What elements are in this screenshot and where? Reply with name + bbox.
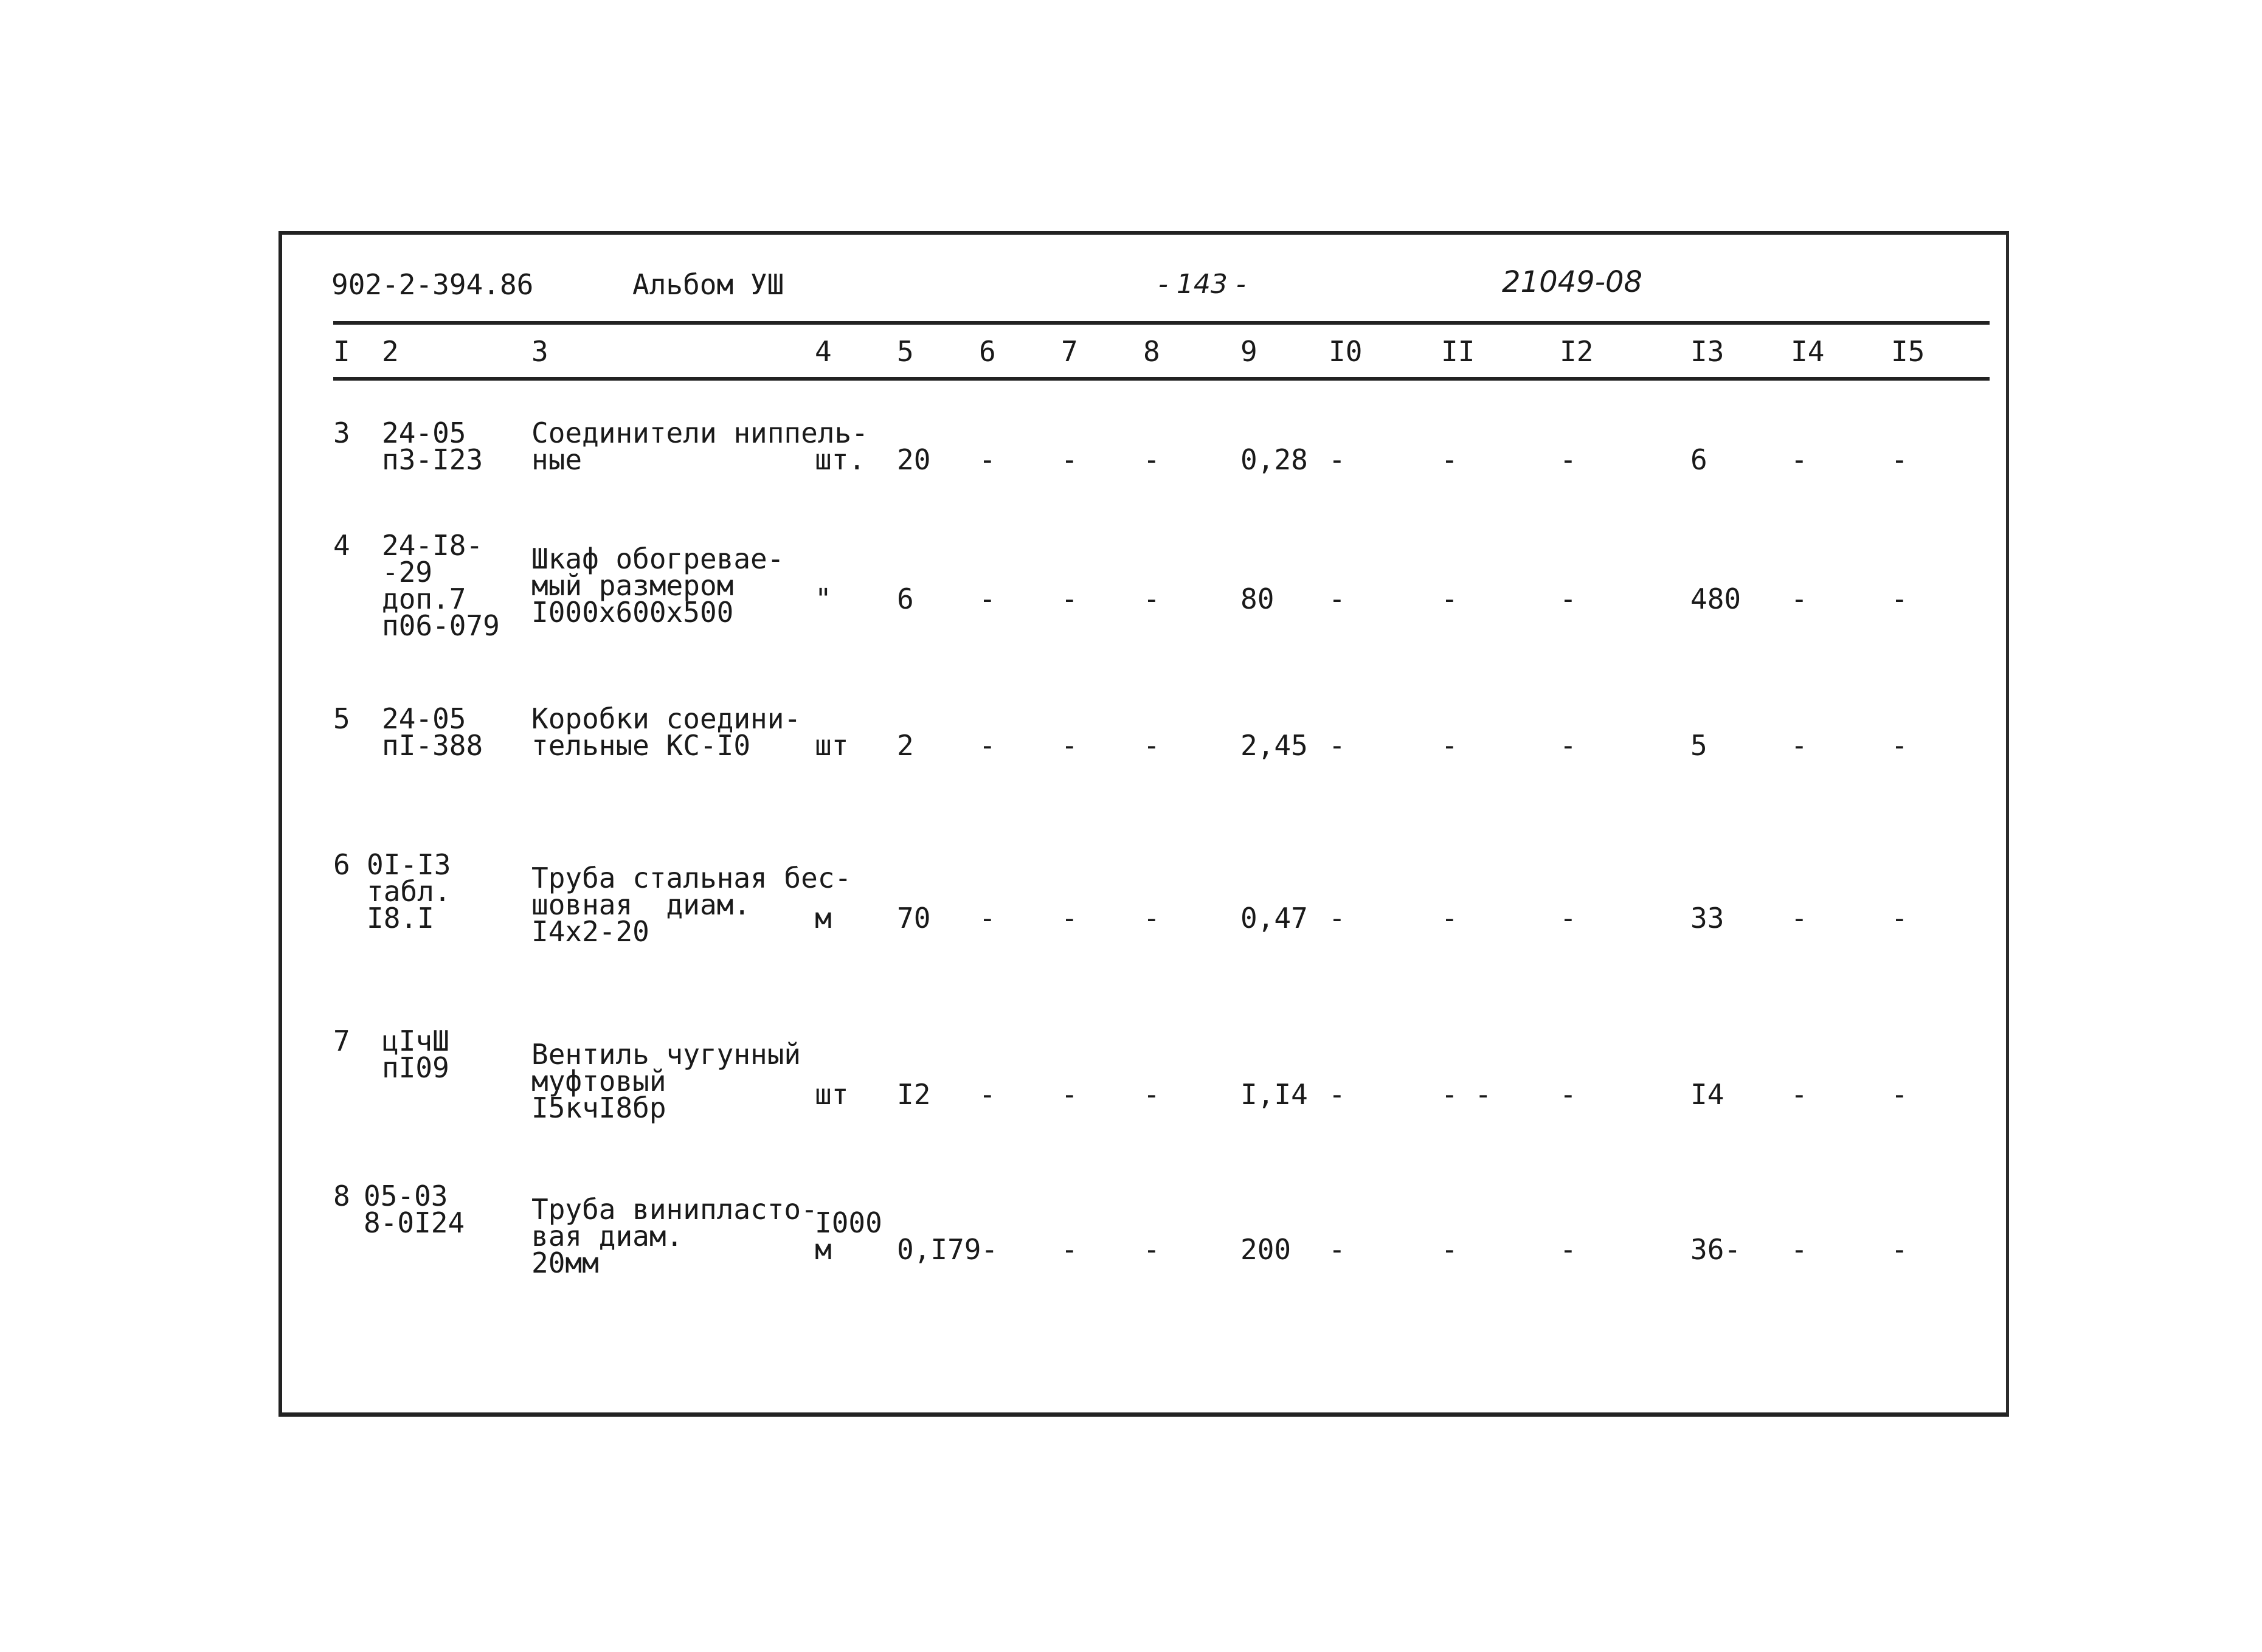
- row-number: 3: [333, 416, 350, 449]
- value-col-11: - -: [1441, 1078, 1492, 1111]
- value-col-7: -: [1061, 1233, 1078, 1266]
- reference-code: -29: [382, 556, 433, 589]
- reference-code: цIчШ: [382, 1025, 449, 1057]
- value-col-5: I2: [897, 1078, 931, 1111]
- column-number-10: I0: [1329, 335, 1363, 368]
- item-name: муфтовый: [531, 1065, 666, 1097]
- row-number: 4: [333, 529, 350, 562]
- unit: шт: [815, 1078, 849, 1111]
- reference-code: доп.7: [382, 582, 466, 615]
- row-number: 7: [333, 1025, 350, 1057]
- header-rule-bottom: [333, 377, 1990, 381]
- value-col-13: 480: [1690, 582, 1741, 615]
- item-name: Труба винипласто-: [531, 1193, 818, 1226]
- value-col-11: -: [1441, 443, 1458, 476]
- value-col-14: -: [1791, 729, 1808, 762]
- value-col-15: -: [1891, 1233, 1908, 1266]
- unit: I000: [815, 1206, 882, 1239]
- item-name: Труба стальная бес-: [531, 862, 852, 894]
- value-col-5: 6: [897, 582, 914, 615]
- value-col-14: -: [1791, 582, 1808, 615]
- item-name: ные: [531, 443, 583, 476]
- value-col-10: -: [1329, 1078, 1346, 1111]
- value-col-6: -: [979, 582, 996, 615]
- item-name: 20мм: [531, 1246, 599, 1279]
- value-col-7: -: [1061, 1078, 1078, 1111]
- reference-code: 05-03: [364, 1180, 448, 1212]
- value-col-6: -: [979, 443, 996, 476]
- item-name: I000x600x500: [531, 596, 734, 629]
- item-name: мый размером: [531, 569, 734, 602]
- reference-code: 0I-I3: [367, 848, 451, 881]
- item-name: Вентиль чугунный: [531, 1038, 801, 1071]
- value-col-10: -: [1329, 582, 1346, 615]
- item-name: I5кчI8бр: [531, 1091, 666, 1124]
- reference-code: пI-388: [382, 729, 483, 762]
- value-col-7: -: [1061, 443, 1078, 476]
- column-number-13: I3: [1690, 335, 1724, 368]
- unit: м: [815, 1233, 832, 1266]
- column-number-14: I4: [1791, 335, 1825, 368]
- row-number: 5: [333, 702, 350, 735]
- value-col-12: -: [1560, 1078, 1577, 1111]
- value-col-12: -: [1560, 902, 1577, 935]
- item-name: вая диам.: [531, 1220, 683, 1253]
- value-col-11: -: [1441, 902, 1458, 935]
- value-col-5: 2: [897, 729, 914, 762]
- reference-code: п3-I23: [382, 443, 483, 476]
- value-col-15: -: [1891, 729, 1908, 762]
- reference-code: 24-05: [382, 702, 466, 735]
- value-col-8: -: [1143, 443, 1160, 476]
- value-col-13: 36-: [1690, 1233, 1741, 1266]
- reference-code: 8-0I24: [364, 1206, 465, 1239]
- value-col-7: -: [1061, 902, 1078, 935]
- value-col-10: -: [1329, 1233, 1346, 1266]
- value-col-8: -: [1143, 902, 1160, 935]
- value-col-15: -: [1891, 443, 1908, 476]
- value-col-6: -: [979, 1078, 996, 1111]
- column-number-5: 5: [897, 335, 914, 368]
- column-number-11: II: [1441, 335, 1475, 368]
- item-name: Коробки соедини-: [531, 702, 801, 735]
- column-number-12: I2: [1560, 335, 1594, 368]
- item-name: тельные КС-I0: [531, 729, 751, 762]
- reference-code: 24-05: [382, 416, 466, 449]
- value-col-10: -: [1329, 729, 1346, 762]
- value-col-11: -: [1441, 1233, 1458, 1266]
- column-number-15: I5: [1891, 335, 1925, 368]
- value-col-5: 0,I79-: [897, 1233, 998, 1266]
- value-col-12: -: [1560, 729, 1577, 762]
- column-number-8: 8: [1143, 335, 1160, 368]
- value-col-10: -: [1329, 443, 1346, 476]
- column-number-4: 4: [815, 335, 832, 368]
- value-col-14: -: [1791, 1233, 1808, 1266]
- value-col-14: -: [1791, 902, 1808, 935]
- item-name: шовная диам.: [531, 888, 751, 921]
- item-name: I4x2-20: [531, 915, 649, 948]
- column-number-7: 7: [1061, 335, 1078, 368]
- value-col-8: -: [1143, 582, 1160, 615]
- value-col-9: 0,47: [1240, 902, 1308, 935]
- item-name: Соединители ниппель-: [531, 416, 868, 449]
- value-col-9: 0,28: [1240, 443, 1308, 476]
- value-col-13: I4: [1690, 1078, 1724, 1111]
- value-col-7: -: [1061, 582, 1078, 615]
- value-col-8: -: [1143, 729, 1160, 762]
- column-number-3: 3: [531, 335, 548, 368]
- page-number: - 143 -: [1158, 269, 1246, 300]
- value-col-6: -: [979, 729, 996, 762]
- column-number-6: 6: [979, 335, 996, 368]
- value-col-10: -: [1329, 902, 1346, 935]
- value-col-11: -: [1441, 729, 1458, 762]
- column-number-2: 2: [382, 335, 399, 368]
- value-col-14: -: [1791, 443, 1808, 476]
- value-col-7: -: [1061, 729, 1078, 762]
- value-col-15: -: [1891, 902, 1908, 935]
- value-col-6: -: [979, 902, 996, 935]
- reference-code: I8.I: [367, 902, 434, 935]
- reference-code: табл.: [367, 875, 451, 908]
- value-col-14: -: [1791, 1078, 1808, 1111]
- unit: шт: [815, 729, 849, 762]
- album-label: Альбом УШ: [632, 268, 784, 301]
- value-col-15: -: [1891, 1078, 1908, 1111]
- unit: ": [815, 582, 832, 615]
- header-rule-top: [333, 321, 1990, 325]
- value-col-9: 2,45: [1240, 729, 1308, 762]
- value-col-13: 33: [1690, 902, 1724, 935]
- column-number-9: 9: [1240, 335, 1257, 368]
- item-name: Шкаф обогревае-: [531, 542, 784, 575]
- value-col-9: 200: [1240, 1233, 1292, 1266]
- value-col-11: -: [1441, 582, 1458, 615]
- unit: м: [815, 902, 832, 935]
- doc-code: 902-2-394.86: [331, 268, 534, 301]
- reference-code: п06-079: [382, 609, 500, 642]
- value-col-12: -: [1560, 443, 1577, 476]
- value-col-8: -: [1143, 1078, 1160, 1111]
- value-col-9: I,I4: [1240, 1078, 1308, 1111]
- value-col-9: 80: [1240, 582, 1275, 615]
- row-number: 8: [333, 1180, 350, 1212]
- inventory-number: 21049-08: [1502, 265, 1643, 299]
- value-col-13: 6: [1690, 443, 1707, 476]
- reference-code: 24-I8-: [382, 529, 483, 562]
- value-col-12: -: [1560, 1233, 1577, 1266]
- value-col-5: 20: [897, 443, 931, 476]
- reference-code: пI09: [382, 1051, 449, 1084]
- value-col-8: -: [1143, 1233, 1160, 1266]
- value-col-5: 70: [897, 902, 931, 935]
- value-col-15: -: [1891, 582, 1908, 615]
- unit: шт.: [815, 443, 866, 476]
- row-number: 6: [333, 848, 350, 881]
- value-col-12: -: [1560, 582, 1577, 615]
- column-number-1: I: [333, 335, 350, 368]
- value-col-13: 5: [1690, 729, 1707, 762]
